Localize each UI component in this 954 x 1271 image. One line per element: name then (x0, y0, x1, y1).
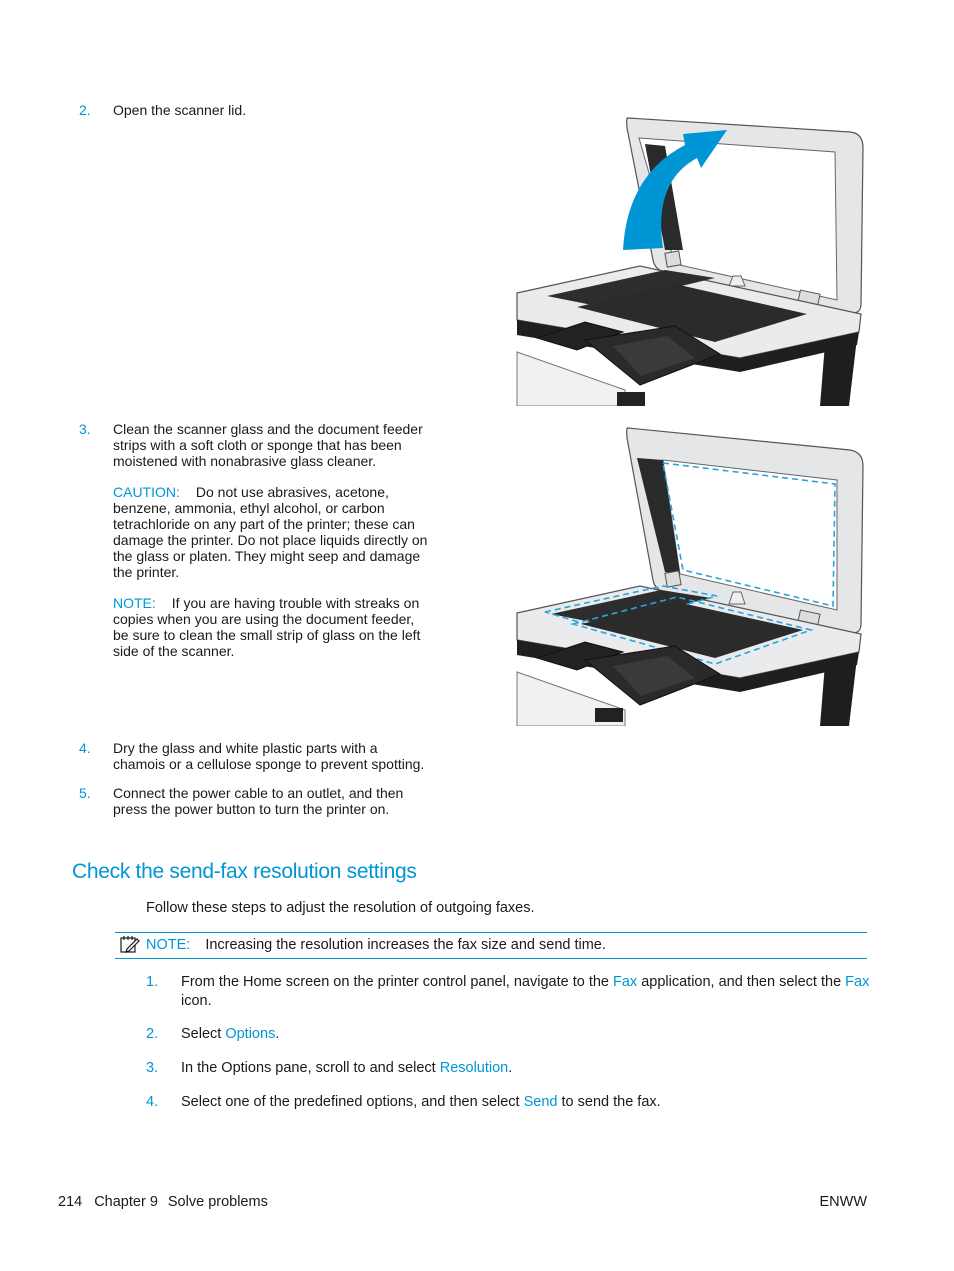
step-text: Select one of the predefined options, and then select (181, 1094, 524, 1110)
fax-app-link[interactable]: Fax (613, 974, 638, 990)
fax-step-3 (181, 1059, 512, 1078)
step-text-power-on (113, 785, 473, 817)
caution-line: damage the printer. Do not place liquids directly on (113, 532, 428, 548)
fax-step-4 (181, 1093, 661, 1112)
fax-step-number-1: 1. (146, 974, 159, 990)
step-text: application, and then select the (637, 974, 846, 990)
note-line: copies when you are using the document feeder, (113, 611, 415, 627)
scanner-glass-cleaning-illustration (515, 420, 867, 726)
note-bottom-rule (115, 958, 867, 959)
step-text-open-lid: Open the scanner lid. (113, 102, 247, 118)
fax-step-2 (181, 1025, 279, 1044)
caution-block (113, 484, 453, 580)
step-number-2: 2. (79, 102, 91, 118)
fax-step-number-4: 4. (146, 1094, 159, 1110)
caution-line: the printer. (113, 564, 180, 580)
step-text-dry-glass (113, 740, 473, 772)
text-line: Connect the power cable to an outlet, and then (113, 785, 404, 801)
text-line: moistened with nonabrasive glass cleaner. (113, 453, 377, 469)
text-line: press the power button to turn the printer on. (113, 801, 390, 817)
note-streaks-block (113, 595, 453, 659)
note-line: side of the scanner. (113, 643, 235, 659)
fax-step-1 (181, 973, 871, 1011)
step-text-clean-glass (113, 421, 453, 469)
chapter-label: Chapter 9 (94, 1194, 158, 1210)
text-line: chamois or a cellulose sponge to prevent spotting. (113, 756, 425, 772)
step-text: Select (181, 1026, 226, 1042)
page-footer-right: ENWW (819, 1194, 867, 1210)
note-line: be sure to clean the small strip of glass on the left (113, 627, 421, 643)
options-link[interactable]: Options (225, 1026, 276, 1042)
note-pad-icon (119, 934, 141, 954)
caution-line: benzene, ammonia, ethyl alcohol, or carbon (113, 500, 385, 516)
step-number-3: 3. (79, 421, 91, 437)
text-line: Clean the scanner glass and the document feeder (113, 421, 423, 437)
fax-step-number-2: 2. (146, 1026, 159, 1042)
text-line: Dry the glass and white plastic parts with a (113, 740, 378, 756)
step-text: In the Options pane, scroll to and select (181, 1060, 440, 1076)
fax-icon-link[interactable]: Fax (845, 974, 870, 990)
fax-step-number-3: 3. (146, 1060, 159, 1076)
caution-label: CAUTION: (113, 484, 180, 500)
send-link[interactable]: Send (523, 1094, 558, 1110)
step-number-5: 5. (79, 785, 91, 801)
section-intro: Follow these steps to adjust the resolution of outgoing faxes. (146, 900, 535, 916)
note-line: If you are having trouble with streaks on (171, 595, 420, 611)
chapter-title: Solve problems (167, 1194, 268, 1210)
resolution-link[interactable]: Resolution (439, 1060, 509, 1076)
caution-line: the glass or platen. They might seep and damage (113, 548, 421, 564)
step-text: . (508, 1060, 513, 1076)
step-number-4: 4. (79, 740, 91, 756)
note-label: NOTE: (146, 937, 191, 953)
note-top-rule (115, 932, 867, 933)
caution-line: tetrachloride on any part of the printer; these can (113, 516, 415, 532)
note-label: NOTE: (113, 595, 156, 611)
section-heading: Check the send-fax resolution settings (72, 860, 417, 883)
step-text: . (275, 1026, 280, 1042)
step-text-continued: icon. (181, 993, 212, 1009)
step-text: to send the fax. (557, 1094, 661, 1110)
text-line: strips with a soft cloth or sponge that has been (113, 437, 402, 453)
note-fax-resolution (146, 936, 606, 955)
page-footer-left (58, 1193, 268, 1212)
caution-line: Do not use abrasives, acetone, (195, 484, 389, 500)
scanner-lid-open-illustration (515, 100, 867, 406)
page-number: 214 (58, 1194, 83, 1210)
note-text: Increasing the resolution increases the fax size and send time. (205, 937, 606, 953)
step-text: From the Home screen on the printer control panel, navigate to the (181, 974, 614, 990)
